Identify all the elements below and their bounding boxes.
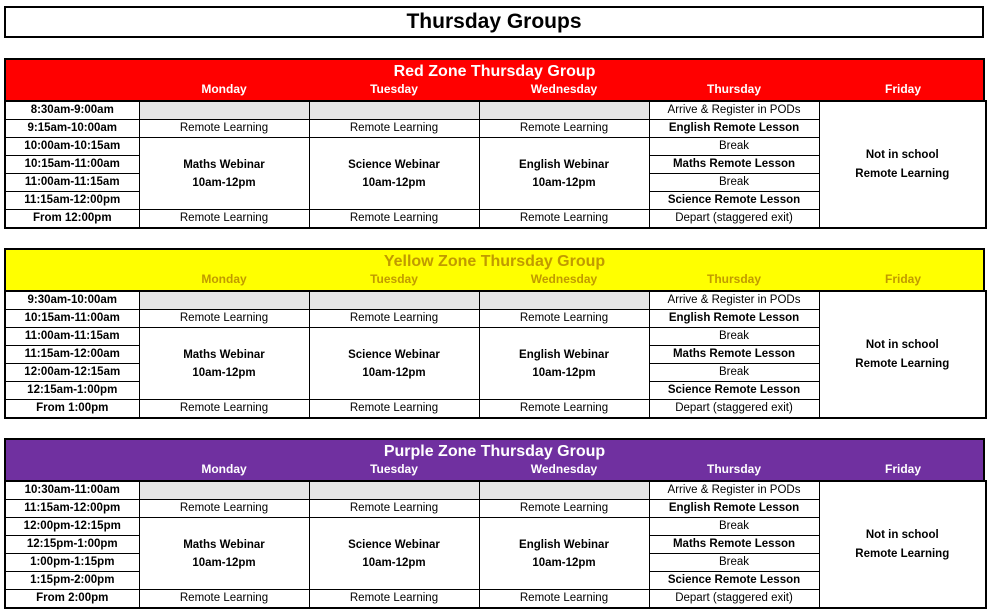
- webinar-time: 10am-12pm: [192, 366, 256, 379]
- table-row: [5, 101, 986, 120]
- time-cell: 10:15am-11:00am: [5, 310, 139, 328]
- page-title: Thursday Groups: [4, 6, 984, 38]
- webinar-cell: [479, 518, 649, 590]
- thursday-cell: Depart (staggered exit): [649, 210, 819, 229]
- time-cell: 10:30am-11:00am: [5, 481, 139, 500]
- thursday-cell: Arrive & Register in PODs: [649, 291, 819, 310]
- remote-learning-cell: Remote Learning: [479, 120, 649, 138]
- time-cell: 1:00pm-1:15pm: [5, 554, 139, 572]
- time-cell: 9:30am-10:00am: [5, 291, 139, 310]
- zone-2: [4, 438, 985, 609]
- time-cell: From 12:00pm: [5, 210, 139, 229]
- time-cell: 9:15am-10:00am: [5, 120, 139, 138]
- day-header: Tuesday: [370, 82, 418, 96]
- webinar-name: English Webinar: [519, 348, 609, 361]
- time-cell: From 2:00pm: [5, 590, 139, 609]
- empty-cell: [479, 481, 649, 500]
- day-header: Thursday: [706, 462, 761, 476]
- time-cell: 11:15am-12:00pm: [5, 192, 139, 210]
- remote-learning-cell: Remote Learning: [309, 400, 479, 419]
- table-row: [5, 291, 986, 310]
- remote-learning-cell: Remote Learning: [479, 500, 649, 518]
- zone-title: Purple Zone Thursday Group: [383, 443, 606, 460]
- remote-learning-cell: Remote Learning: [139, 400, 309, 419]
- thursday-cell: Break: [649, 328, 819, 346]
- time-cell: 11:00am-11:15am: [5, 328, 139, 346]
- thursday-cell: Science Remote Lesson: [649, 192, 819, 210]
- thursday-cell: Arrive & Register in PODs: [649, 481, 819, 500]
- webinar-cell: [139, 328, 309, 400]
- friday-cell: [819, 101, 986, 228]
- thursday-cell: English Remote Lesson: [649, 500, 819, 518]
- thursday-cell: Arrive & Register in PODs: [649, 101, 819, 120]
- webinar-name: English Webinar: [519, 158, 609, 171]
- remote-learning-cell: Remote Learning: [309, 310, 479, 328]
- time-cell: From 1:00pm: [5, 400, 139, 419]
- day-headers: [6, 82, 983, 98]
- empty-cell: [139, 291, 309, 310]
- webinar-cell: [479, 328, 649, 400]
- friday-line: Remote Learning: [855, 357, 950, 370]
- time-cell: 12:00am-12:15am: [5, 364, 139, 382]
- zone-title: Yellow Zone Thursday Group: [383, 253, 606, 270]
- webinar-time: 10am-12pm: [192, 176, 256, 189]
- thursday-cell: Depart (staggered exit): [649, 400, 819, 419]
- webinar-name: Maths Webinar: [183, 158, 265, 171]
- friday-line: Remote Learning: [855, 547, 950, 560]
- thursday-cell: Break: [649, 554, 819, 572]
- table-row: [5, 481, 986, 500]
- webinar-time: 10am-12pm: [192, 556, 256, 569]
- remote-learning-cell: Remote Learning: [309, 120, 479, 138]
- remote-learning-cell: Remote Learning: [139, 210, 309, 229]
- remote-learning-cell: Remote Learning: [309, 590, 479, 609]
- empty-cell: [309, 101, 479, 120]
- day-header: Monday: [201, 82, 247, 96]
- webinar-name: Science Webinar: [348, 348, 440, 361]
- time-cell: 1:15pm-2:00pm: [5, 572, 139, 590]
- day-header: Monday: [201, 462, 247, 476]
- webinar-name: English Webinar: [519, 538, 609, 551]
- day-headers: [6, 272, 983, 288]
- schedule-table: [4, 480, 987, 609]
- day-header: Thursday: [706, 82, 761, 96]
- webinar-time: 10am-12pm: [362, 556, 426, 569]
- time-cell: 12:15am-1:00pm: [5, 382, 139, 400]
- thursday-cell: Maths Remote Lesson: [649, 536, 819, 554]
- friday-line: Not in school: [865, 148, 939, 161]
- time-cell: 8:30am-9:00am: [5, 101, 139, 120]
- schedule-table: [4, 290, 987, 419]
- thursday-cell: Break: [649, 138, 819, 156]
- time-cell: 11:15am-12:00pm: [5, 500, 139, 518]
- webinar-name: Maths Webinar: [183, 348, 265, 361]
- remote-learning-cell: Remote Learning: [309, 500, 479, 518]
- thursday-cell: Science Remote Lesson: [649, 572, 819, 590]
- thursday-cell: Depart (staggered exit): [649, 590, 819, 609]
- webinar-name: Science Webinar: [348, 538, 440, 551]
- thursday-cell: Break: [649, 364, 819, 382]
- day-header: Friday: [884, 82, 921, 96]
- day-header: Wednesday: [530, 82, 598, 96]
- day-headers: [6, 462, 983, 478]
- thursday-cell: Maths Remote Lesson: [649, 156, 819, 174]
- time-cell: 12:00pm-12:15pm: [5, 518, 139, 536]
- remote-learning-cell: Remote Learning: [479, 210, 649, 229]
- webinar-cell: [309, 138, 479, 210]
- friday-cell: [819, 481, 986, 608]
- day-header: Friday: [884, 462, 921, 476]
- webinar-name: Science Webinar: [348, 158, 440, 171]
- webinar-cell: [479, 138, 649, 210]
- webinar-cell: [139, 518, 309, 590]
- day-header: Tuesday: [370, 272, 418, 286]
- empty-cell: [309, 481, 479, 500]
- remote-learning-cell: Remote Learning: [139, 500, 309, 518]
- day-header: Friday: [884, 272, 921, 286]
- webinar-time: 10am-12pm: [532, 556, 596, 569]
- day-header: Tuesday: [370, 462, 418, 476]
- remote-learning-cell: Remote Learning: [479, 400, 649, 419]
- zone-0: [4, 58, 985, 229]
- zone-header: [4, 438, 985, 480]
- empty-cell: [139, 101, 309, 120]
- zone-header: [4, 248, 985, 290]
- day-header: Wednesday: [530, 462, 598, 476]
- empty-cell: [479, 101, 649, 120]
- day-header: Thursday: [706, 272, 761, 286]
- remote-learning-cell: Remote Learning: [479, 310, 649, 328]
- time-cell: 11:15am-12:00am: [5, 346, 139, 364]
- webinar-name: Maths Webinar: [183, 538, 265, 551]
- thursday-cell: Break: [649, 518, 819, 536]
- zone-title: Red Zone Thursday Group: [393, 63, 596, 80]
- time-cell: 10:00am-10:15am: [5, 138, 139, 156]
- time-cell: 11:00am-11:15am: [5, 174, 139, 192]
- thursday-cell: Break: [649, 174, 819, 192]
- zone-1: [4, 248, 985, 419]
- friday-line: Not in school: [865, 338, 939, 351]
- schedule-table: [4, 100, 987, 229]
- empty-cell: [139, 481, 309, 500]
- day-header: Wednesday: [530, 272, 598, 286]
- friday-line: Not in school: [865, 528, 939, 541]
- thursday-cell: Science Remote Lesson: [649, 382, 819, 400]
- webinar-time: 10am-12pm: [362, 366, 426, 379]
- remote-learning-cell: Remote Learning: [309, 210, 479, 229]
- remote-learning-cell: Remote Learning: [479, 590, 649, 609]
- time-cell: 10:15am-11:00am: [5, 156, 139, 174]
- thursday-cell: Maths Remote Lesson: [649, 346, 819, 364]
- empty-cell: [479, 291, 649, 310]
- webinar-time: 10am-12pm: [532, 366, 596, 379]
- remote-learning-cell: Remote Learning: [139, 590, 309, 609]
- webinar-time: 10am-12pm: [532, 176, 596, 189]
- webinar-cell: [139, 138, 309, 210]
- remote-learning-cell: Remote Learning: [139, 120, 309, 138]
- thursday-cell: English Remote Lesson: [649, 310, 819, 328]
- friday-line: Remote Learning: [855, 167, 950, 180]
- zone-header: [4, 58, 985, 100]
- webinar-cell: [309, 518, 479, 590]
- webinar-cell: [309, 328, 479, 400]
- remote-learning-cell: Remote Learning: [139, 310, 309, 328]
- empty-cell: [309, 291, 479, 310]
- day-header: Monday: [201, 272, 247, 286]
- thursday-cell: English Remote Lesson: [649, 120, 819, 138]
- friday-cell: [819, 291, 986, 418]
- time-cell: 12:15pm-1:00pm: [5, 536, 139, 554]
- webinar-time: 10am-12pm: [362, 176, 426, 189]
